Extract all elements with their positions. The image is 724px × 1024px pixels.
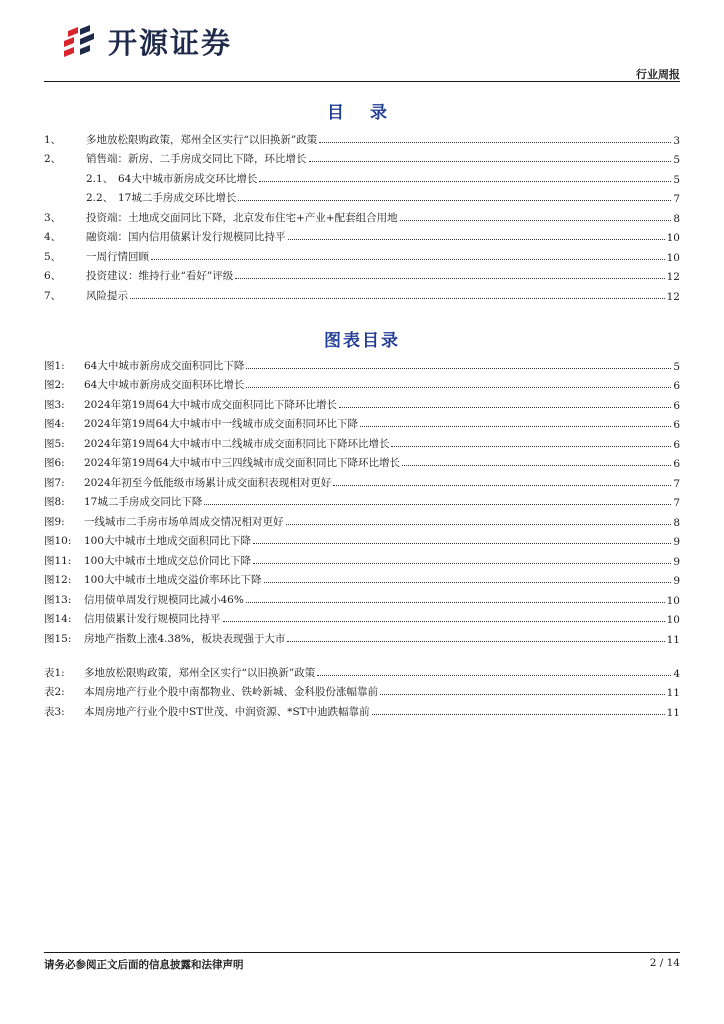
toc-entry[interactable]	[44, 166, 680, 186]
figure-entry[interactable]	[44, 392, 680, 412]
leader-dots	[246, 387, 671, 388]
entry-num: 图13:	[44, 593, 72, 606]
leader-dots	[380, 694, 665, 695]
leader-dots	[204, 504, 671, 505]
entry-page: 12	[666, 271, 680, 283]
entry-num: 图11:	[44, 554, 72, 567]
entry-num: 图10:	[44, 535, 72, 547]
entry-page: 7	[673, 497, 680, 509]
entry-num: 1、	[44, 133, 62, 146]
disclaimer-text: 请务必参阅正文后面的信息披露和法律声明	[44, 959, 244, 971]
figure-entry[interactable]	[44, 373, 680, 393]
entry-title: 2024年第19周64大中城市中三四线城市成交面积同比下降环比增长	[84, 457, 400, 469]
entry-num: 图4:	[44, 418, 65, 430]
entry-page: 5	[673, 360, 680, 373]
entry-page: 6	[673, 380, 680, 392]
figure-entry[interactable]	[44, 490, 680, 510]
entry-page: 7	[673, 477, 680, 490]
entry-page: 5	[673, 154, 680, 166]
entry-title: 17城二手房成交同比下降	[84, 496, 203, 508]
entry-num: 图15:	[44, 632, 72, 645]
entry-num: 图14:	[44, 613, 72, 625]
leader-dots	[339, 407, 671, 408]
footer-divider	[44, 952, 680, 953]
entry-page: 8	[673, 516, 680, 529]
leader-dots	[391, 446, 671, 447]
leader-dots	[223, 621, 665, 622]
entry-num: 图3:	[44, 398, 65, 411]
logo-mark-icon	[60, 21, 100, 61]
entry-title: 100大中城市土地成交溢价率环比下降	[84, 574, 262, 586]
entry-title: 多地放松限购政策，郑州全区实行“以旧换新”政策	[84, 666, 316, 679]
entry-page: 10	[666, 614, 680, 626]
entry-title: 房地产指数上涨4.38%，板块表现强于大市	[84, 632, 286, 645]
entry-page: 11	[666, 706, 680, 719]
entry-title: 64大中城市新房成交面积环比增长	[84, 379, 245, 391]
toc-entry[interactable]	[44, 205, 680, 225]
figure-entry[interactable]	[44, 509, 680, 529]
figure-entry[interactable]	[44, 431, 680, 451]
figure-entry[interactable]	[44, 626, 680, 646]
toc-entry[interactable]	[44, 244, 680, 264]
leader-dots	[246, 602, 665, 603]
entry-title: 信用债单周发行规模同比减小46%	[84, 593, 244, 606]
leader-dots	[309, 161, 672, 162]
entry-page: 8	[673, 212, 680, 225]
leader-dots	[360, 426, 671, 427]
entry-page: 6	[673, 419, 680, 431]
leader-dots	[235, 278, 664, 279]
entry-title: 融资端：国内信用债累计发行规模同比持平	[86, 231, 286, 243]
entry-page: 5	[673, 173, 680, 186]
figure-entry[interactable]	[44, 353, 680, 373]
leader-dots	[259, 181, 671, 182]
entry-num: 表2:	[44, 686, 65, 698]
entry-title: 投资建议：维持行业“看好”评级	[86, 270, 234, 282]
figure-entry[interactable]	[44, 587, 680, 607]
entry-title: 信用债累计发行规模同比持平	[84, 613, 221, 625]
leader-dots	[264, 582, 672, 583]
entry-title: 17城二手房成交环比增长	[118, 192, 237, 204]
leader-dots	[402, 465, 671, 466]
entry-num: 2、	[44, 153, 62, 165]
toc-entry[interactable]	[44, 147, 680, 167]
entry-num: 图8:	[44, 496, 65, 508]
entry-title: 投资端：土地成交面同比下降，北京发布住宅+产业+配套组合用地	[86, 211, 398, 224]
entry-page: 11	[666, 633, 680, 646]
figure-entry[interactable]	[44, 470, 680, 490]
entry-page: 10	[666, 251, 680, 264]
entry-num: 图12:	[44, 574, 72, 586]
leader-dots	[317, 675, 671, 676]
entry-page: 9	[673, 536, 680, 548]
figure-entry[interactable]	[44, 568, 680, 588]
entry-page: 12	[666, 290, 680, 303]
page-number: 2 / 14	[649, 957, 680, 969]
entry-title: 2024年初至今低能级市场累计成交面积表现相对更好	[84, 476, 332, 489]
entry-num: 4、	[44, 231, 62, 243]
table-entry[interactable]	[44, 680, 680, 700]
leader-dots	[130, 298, 665, 299]
leader-dots	[372, 714, 665, 715]
entry-num: 7、	[44, 289, 62, 302]
entry-num: 图6:	[44, 457, 65, 469]
toc-entry[interactable]	[44, 225, 680, 245]
entry-title: 一线城市二手房市场单周成交情况相对更好	[84, 515, 284, 528]
entry-page: 9	[673, 575, 680, 587]
leader-dots	[319, 142, 671, 143]
figure-entry[interactable]	[44, 451, 680, 471]
report-type: 行业周报	[636, 68, 680, 81]
leader-dots	[400, 220, 672, 221]
contents-title: 目 录	[327, 103, 397, 123]
header-divider	[44, 81, 680, 82]
entry-title: 2024年第19周64大中城市中二线城市成交面积同比下降环比增长	[84, 437, 390, 450]
table-entry[interactable]	[44, 660, 680, 680]
entry-title: 100大中城市土地成交面积同比下降	[84, 535, 252, 547]
entry-page: 9	[673, 555, 680, 568]
company-logo	[60, 20, 232, 62]
figure-entry[interactable]	[44, 607, 680, 627]
toc-entry[interactable]	[44, 264, 680, 284]
contents-list	[44, 127, 680, 303]
leader-dots	[253, 543, 671, 544]
entry-num: 图9:	[44, 515, 65, 528]
figures-title: 图表目录	[324, 331, 400, 351]
entry-title: 风险提示	[86, 289, 128, 302]
entry-page: 6	[673, 458, 680, 470]
leader-dots	[286, 524, 672, 525]
toc-entry[interactable]	[44, 283, 680, 303]
entry-num: 5、	[44, 250, 62, 263]
leader-dots	[238, 200, 671, 201]
entry-title: 100大中城市土地成交总价同比下降	[84, 554, 252, 567]
leader-dots	[288, 239, 665, 240]
entry-page: 6	[673, 399, 680, 412]
entry-num: 表1:	[44, 666, 65, 679]
entry-page: 3	[673, 134, 680, 147]
entry-page: 6	[673, 438, 680, 451]
entry-num: 6、	[44, 270, 62, 282]
toc-entry[interactable]	[44, 186, 680, 206]
entry-title: 2024年第19周64大中城市中一线城市成交面积同环比下降	[84, 418, 358, 430]
entry-page: 4	[673, 667, 680, 680]
figures-list	[44, 353, 680, 646]
entry-title: 多地放松限购政策，郑州全区实行“以旧换新”政策	[86, 133, 318, 146]
entry-num: 图5:	[44, 437, 65, 450]
entry-num: 表3:	[44, 705, 65, 718]
entry-page: 11	[666, 687, 680, 699]
entry-title: 64大中城市新房成交环比增长	[118, 172, 258, 185]
leader-dots	[287, 641, 664, 642]
company-name: 开源证券	[108, 25, 233, 60]
leader-dots	[333, 485, 671, 486]
entry-page: 7	[673, 193, 680, 205]
entry-title: 销售端：新房、二手房成交同比下降，环比增长	[86, 153, 307, 165]
entry-title: 64大中城市新房成交面积同比下降	[84, 359, 245, 372]
entry-num: 图7:	[44, 476, 65, 489]
entry-title: 本周房地产行业个股中南都物业、铁岭新城、金科股份涨幅靠前	[84, 686, 378, 698]
entry-num: 2.2、	[86, 192, 114, 204]
toc-entry[interactable]	[44, 127, 680, 147]
entry-num: 图1:	[44, 359, 65, 372]
figure-entry[interactable]	[44, 529, 680, 549]
figure-entry[interactable]	[44, 548, 680, 568]
figure-entry[interactable]	[44, 412, 680, 432]
leader-dots	[151, 259, 665, 260]
entry-title: 本周房地产行业个股中ST世茂、中润资源、*ST中迪跌幅靠前	[84, 705, 370, 718]
entry-num: 3、	[44, 211, 62, 224]
entry-title: 2024年第19周64大中城市成交面积同比下降环比增长	[84, 398, 337, 411]
entry-num: 2.1、	[86, 172, 114, 185]
entry-page: 10	[666, 594, 680, 607]
tables-list	[44, 660, 680, 719]
leader-dots	[253, 563, 671, 564]
leader-dots	[246, 368, 671, 369]
entry-page: 10	[666, 232, 680, 244]
entry-num: 图2:	[44, 379, 65, 391]
entry-title: 一周行情回顾	[86, 250, 149, 263]
table-entry[interactable]	[44, 699, 680, 719]
